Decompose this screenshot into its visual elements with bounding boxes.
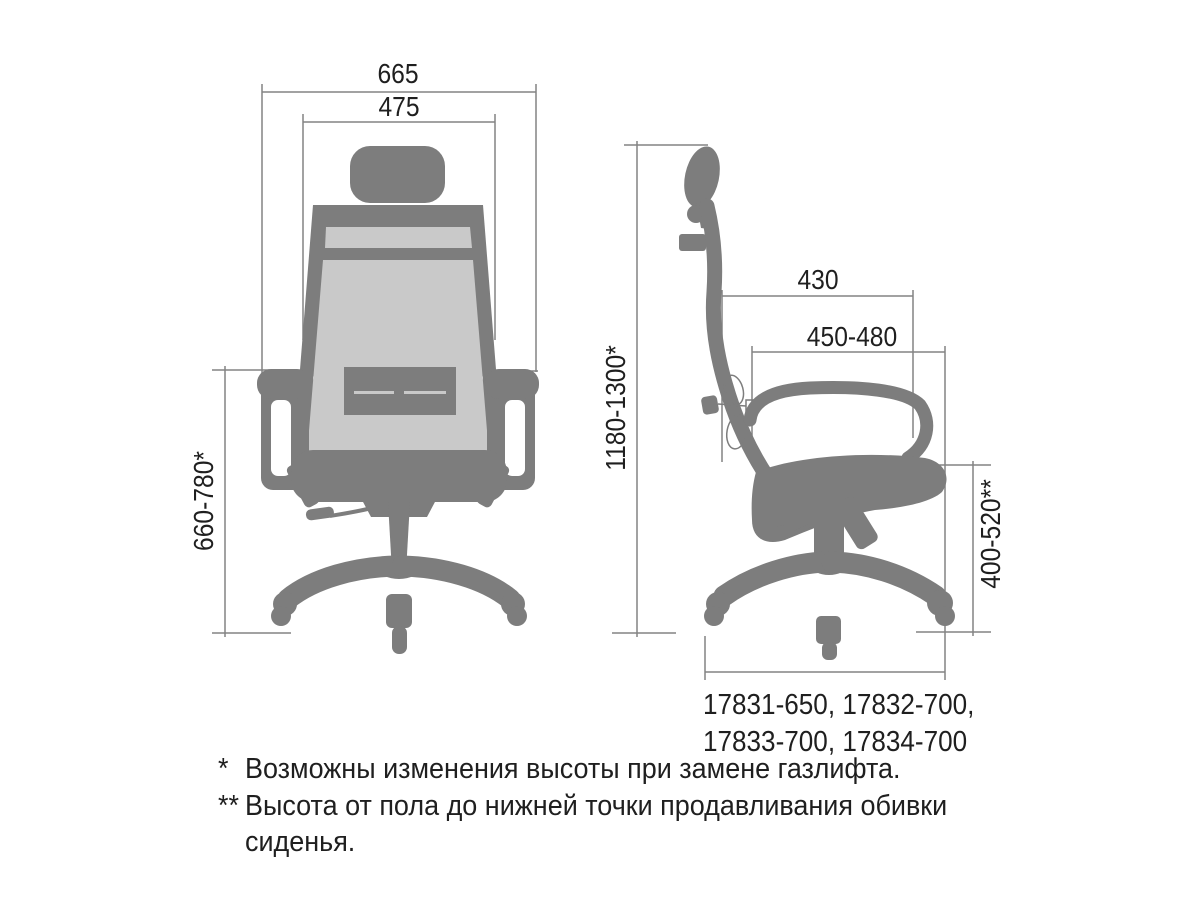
side-armrest [750,388,927,458]
base-model-codes-line2: 17833-700, 17834-700 [703,726,968,758]
dim-label-side-backrest-depth: 430 [797,264,839,295]
front-backrest-mesh [307,260,489,455]
front-seat [291,450,507,502]
footnote-1-text: Возможны изменения высоты при замене газлифта. [244,753,901,785]
base-model-codes-line1: 17831-650, 17832-700, [703,689,975,721]
dim-label-front-armrest-height: 660-780* [188,450,219,552]
dim-label-side-total-height: 1180-1300* [600,345,631,471]
front-headrest [350,146,445,203]
dim-label-side-seat-depth: 450-480 [806,321,898,352]
side-backrest [707,206,768,478]
side-caster-center [816,616,841,644]
front-base [271,502,527,654]
side-chair-silhouette [679,143,955,660]
footnote-2-text-cont: сиденья. [244,826,356,858]
footnote-2 [218,788,947,825]
side-headrest-bracket [679,234,706,251]
front-caster-center [386,594,412,628]
footnote-2-marker: ** [218,789,239,822]
base-model-codes [703,687,974,761]
footnote-1-marker: * [218,753,229,785]
footnote-2-continuation [218,824,947,861]
dim-label-front-backrest-width: 475 [378,91,420,122]
front-view [212,84,539,654]
footnote-1 [218,751,947,788]
side-base [704,505,955,660]
front-gas-lift-lever [305,506,372,521]
footnotes [218,751,947,861]
dim-label-front-overall-width: 665 [377,58,419,89]
side-view [612,141,991,680]
dim-label-side-seat-height: 400-520** [975,479,1006,589]
front-chair-silhouette [257,146,539,654]
footnote-2-text: Высота от пола до нижней точки продавливания обивки [244,789,948,822]
